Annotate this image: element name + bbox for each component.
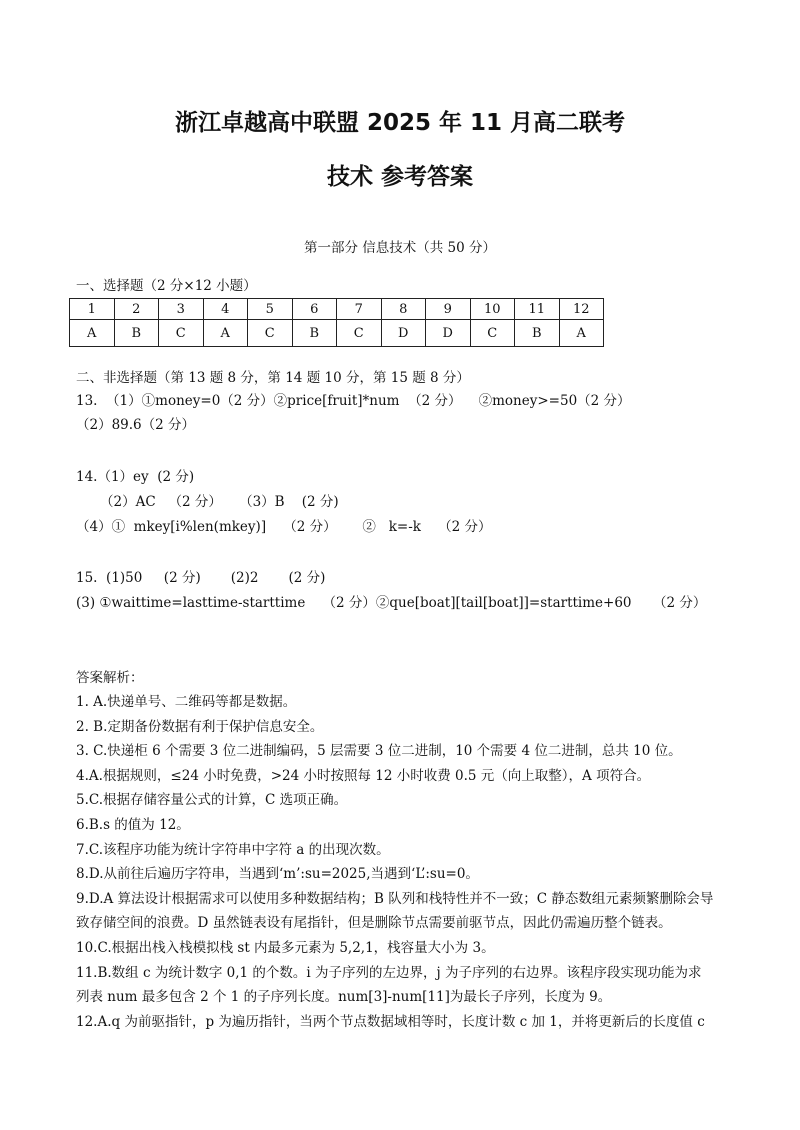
explanations-list [76, 690, 736, 1034]
table-cell: 9 [426, 299, 471, 320]
part-heading: 第一部分 信息技术（共 50 分） [303, 240, 497, 256]
list-item: 7.C.该程序功能为统计字符串中字符 a 的出现次数。 [76, 841, 390, 858]
table-cell: C [470, 320, 515, 347]
table-cell: A [70, 320, 115, 347]
answer-table [69, 298, 604, 347]
q14-answer-line-1: 14.（1）ey (2 分) [76, 469, 195, 485]
list-item: 列表 num 最多包含 2 个 1 的子序列长度。num[3]-num[11]为最长子序列，长度为 9。 [76, 989, 612, 1006]
q14-answer-line-2: （2）AC （2 分） （3）B (2 分) [100, 494, 339, 510]
list-item: 3. C.快递柜 6 个需要 3 位二进制编码，5 层需要 3 位二进制，10 个需要 4 位二进制，总共 10 位。 [76, 743, 682, 760]
table-cell: 4 [203, 299, 248, 320]
table-cell: 6 [292, 299, 337, 320]
q14-answer-line-3: （4）① mkey[i%len(mkey)] （2 分） ② k=-k （2 分） [76, 519, 492, 535]
q13-answer-line-2: （2）89.6（2 分） [76, 417, 196, 433]
list-item: 致存储空间的浪费。D 虽然链表设有尾指针，但是删除节点需要前驱节点，因此仍需遍历整个链表。 [76, 915, 672, 932]
table-cell: 11 [515, 299, 560, 320]
table-cell: B [515, 320, 560, 347]
list-item: 8.D.从前往后遍历字符串，当遇到‘m’:su=2025,当遇到‘L’:su=0。 [76, 866, 479, 883]
list-item: 12.A.q 为前驱指针，p 为遍历指针，当两个节点数据域相等时，长度计数 c 加 1，并将更新后的长度值 c [76, 1013, 705, 1030]
table-cell: 3 [159, 299, 204, 320]
answer-row [70, 320, 604, 347]
section2-heading: 二、非选择题（第 13 题 8 分，第 14 题 10 分，第 15 题 8 分） [76, 370, 470, 386]
table-cell: 5 [248, 299, 293, 320]
table-cell: 1 [70, 299, 115, 320]
list-item: 5.C.根据存储容量公式的计算，C 选项正确。 [76, 792, 348, 809]
table-cell: C [248, 320, 293, 347]
table-cell: C [337, 320, 382, 347]
q15-answer-line-2: (3) ①waittime=lasttime-starttime （2 分）②que[boat][tail[boat]]=starttime+60 （2 分） [76, 595, 707, 611]
table-cell: D [426, 320, 471, 347]
list-item: 6.B.s 的值为 12。 [76, 816, 190, 833]
explanations-heading: 答案解析： [76, 670, 144, 686]
table-cell: B [114, 320, 159, 347]
q13-answer-line-1: 13. （1）①money=0（2 分）②price[fruit]*num （2 分） ②money>=50（2 分） [76, 393, 631, 409]
table-cell: 2 [114, 299, 159, 320]
list-item: 11.B.数组 c 为统计数字 0,1 的个数。i 为子序列的左边界，j 为子序列的右边界。该程序段实现功能为求 [76, 964, 702, 981]
list-item: 1. A.快递单号、二维码等都是数据。 [76, 694, 297, 710]
document-subtitle: 技术 参考答案 [326, 164, 473, 190]
table-cell: A [203, 320, 248, 347]
list-item: 10.C.根据出栈入栈模拟栈 st 内最多元素为 5,2,1，栈容量大小为 3。 [76, 939, 495, 956]
list-item: 4.A.根据规则，≤24 小时免费，>24 小时按照每 12 小时收费 0.5 元（向上取整），A 项符合。 [76, 767, 651, 784]
table-cell: A [559, 320, 604, 347]
question-number-row [70, 299, 604, 320]
table-cell: C [159, 320, 204, 347]
section1-heading: 一、选择题（2 分×12 小题） [76, 278, 257, 294]
list-item: 9.D.A 算法设计根据需求可以使用多种数据结构；B 队列和栈特性并不一致；C 静态数组元素频繁删除会导 [76, 890, 714, 907]
table-cell: 8 [381, 299, 426, 320]
table-cell: 12 [559, 299, 604, 320]
list-item: 2. B.定期备份数据有利于保护信息安全。 [76, 718, 324, 735]
document-title: 浙江卓越高中联盟 2025 年 11 月高二联考 [174, 110, 626, 136]
table-cell: 7 [337, 299, 382, 320]
q15-answer-line-1: 15. (1)50 (2 分) (2)2 (2 分) [76, 570, 326, 586]
table-cell: B [292, 320, 337, 347]
table-cell: 10 [470, 299, 515, 320]
table-cell: D [381, 320, 426, 347]
